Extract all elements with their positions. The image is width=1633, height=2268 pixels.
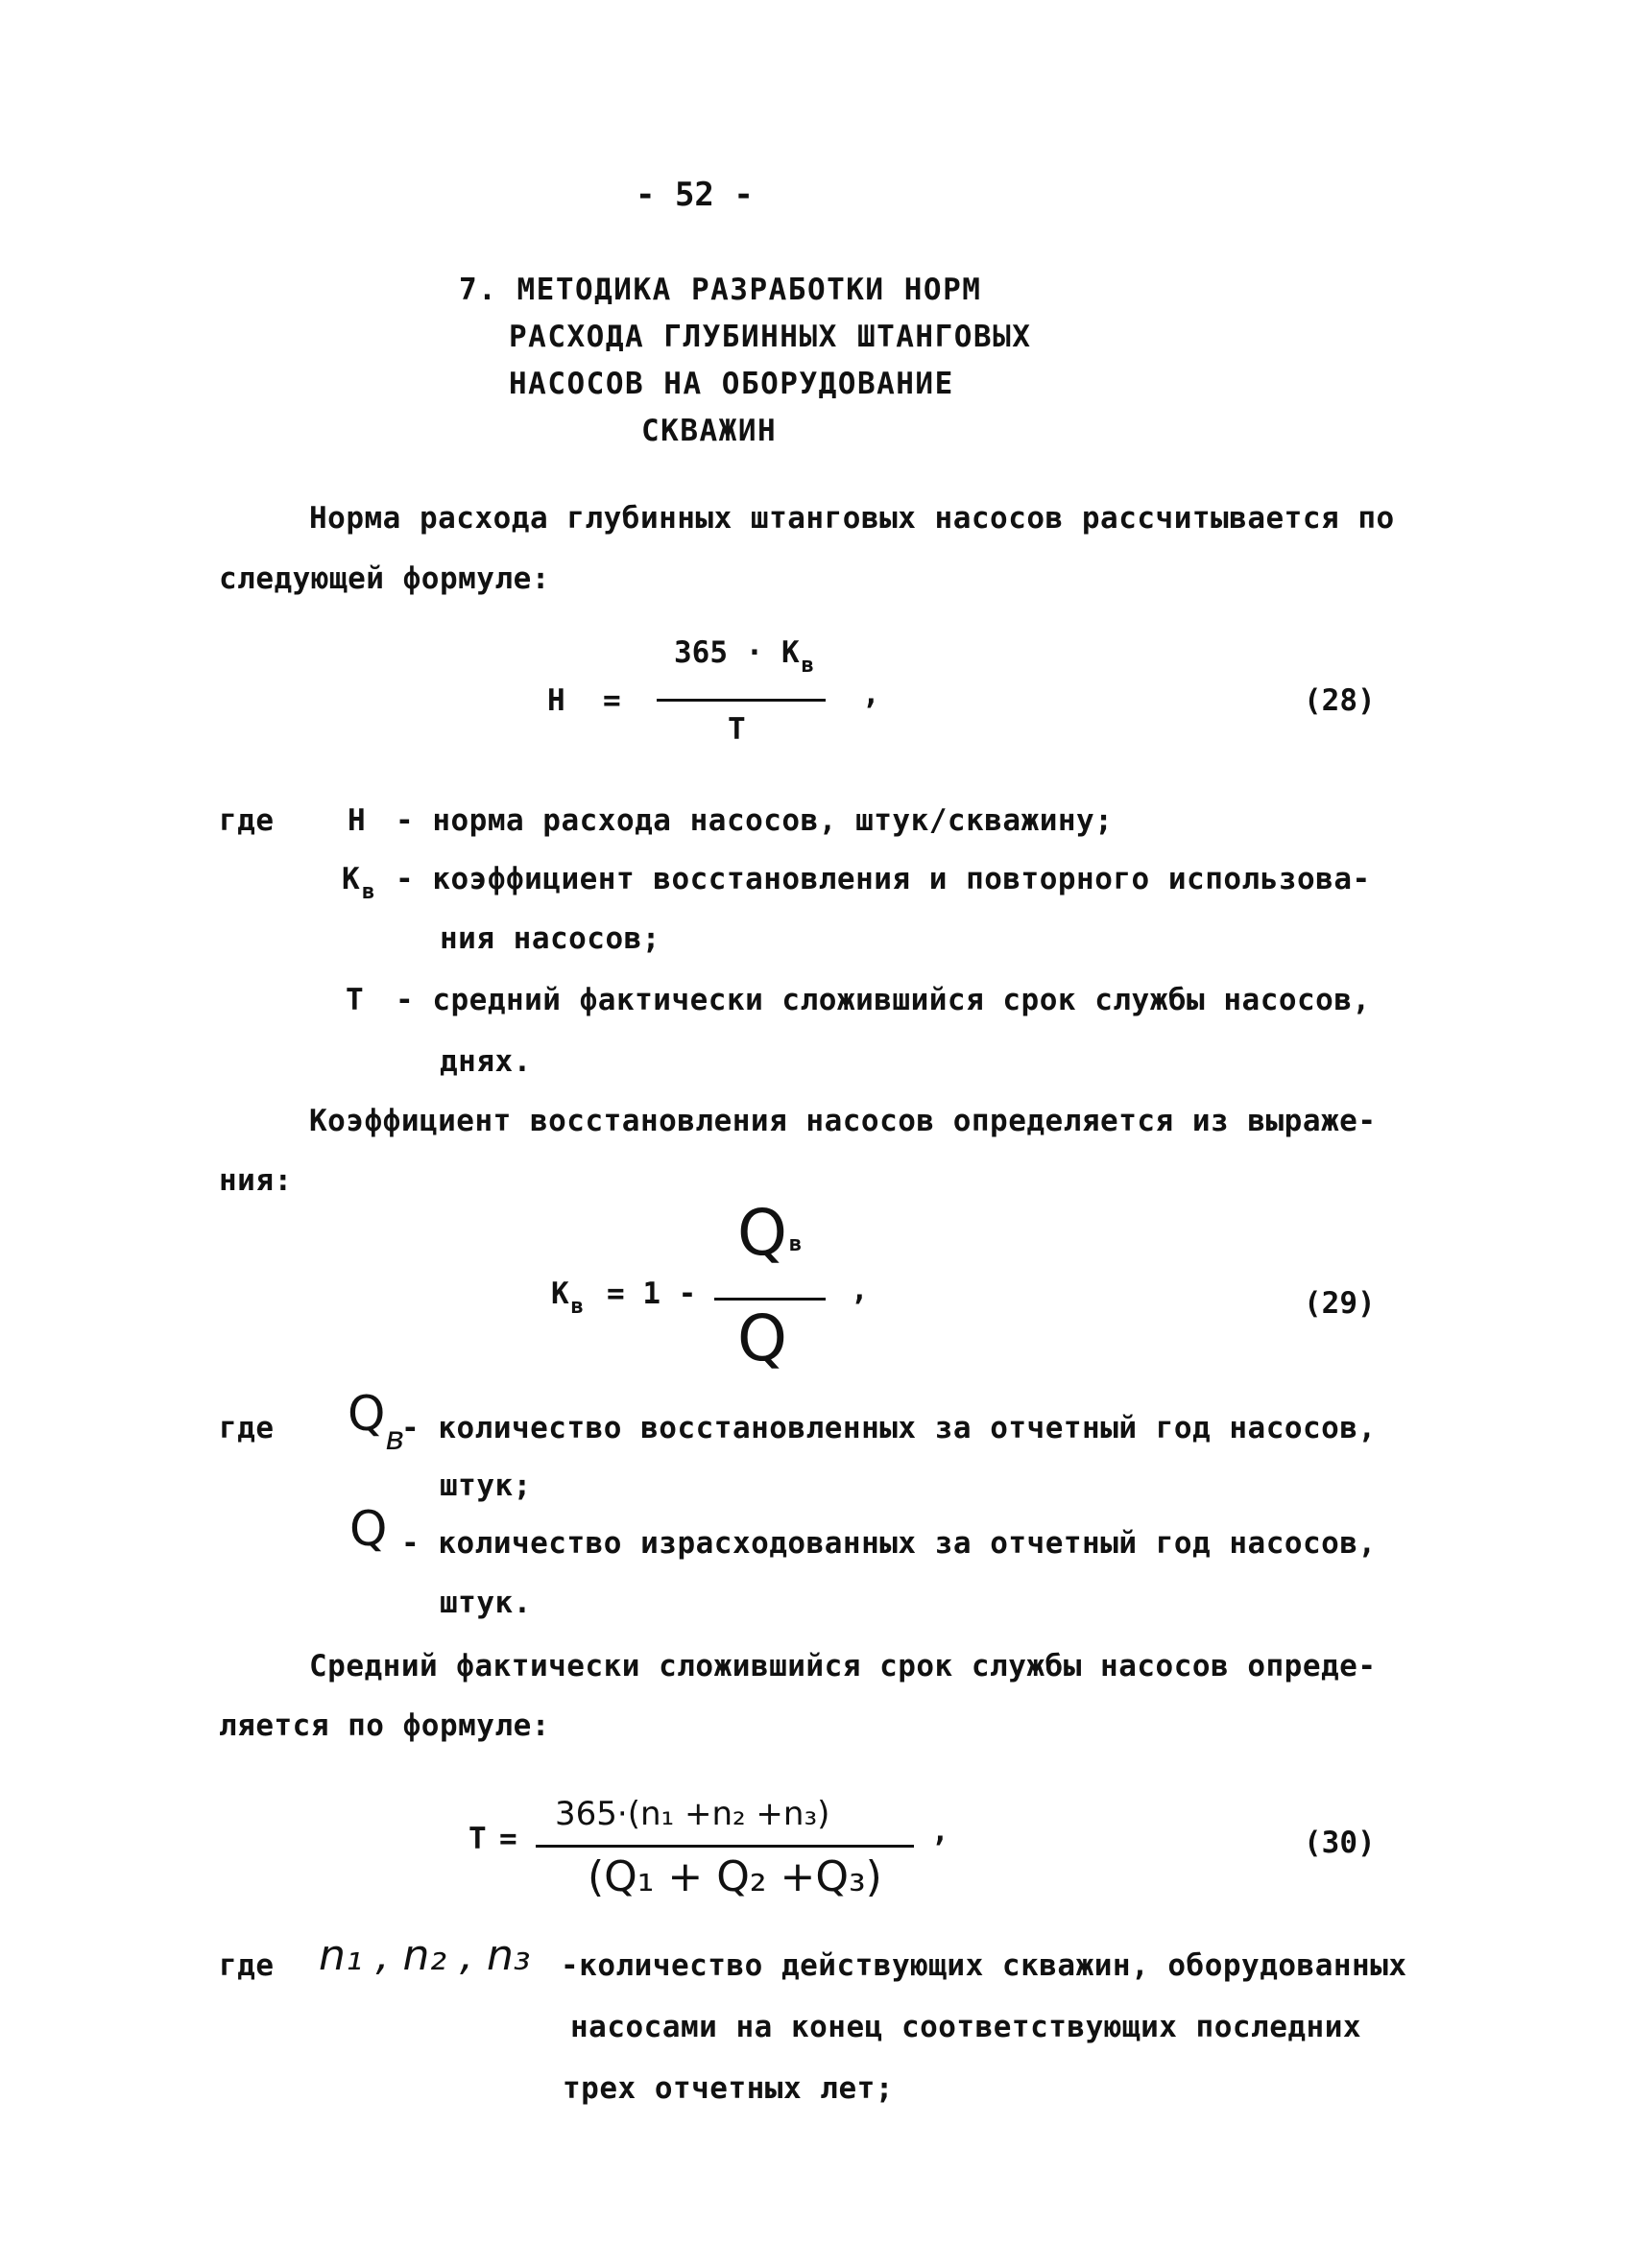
formula-29-denominator-q: Q <box>737 1301 787 1375</box>
para3-line-1: Средний фактически сложившийся срок службы насосов опреде- <box>309 1649 1377 1683</box>
legend-28-text-2: - коэффициент восстановления и повторного использова- <box>396 862 1371 896</box>
formula-30-fraction-bar <box>536 1845 914 1848</box>
formula-29-lhs-main: К <box>551 1277 569 1311</box>
formula-30-numerator: 365·(n₁ +n₂ +n₃) <box>555 1795 830 1833</box>
legend-29-sym-2-main: Q <box>349 1501 388 1557</box>
formula-30-denominator: (Q₁ + Q₂ +Q₃) <box>588 1852 882 1901</box>
legend-28-cont-2: ния насосов; <box>440 921 660 956</box>
heading-line-2: РАСХОДА ГЛУБИННЫХ ШТАНГОВЫХ <box>509 320 1032 354</box>
legend-29-cont-1: штук; <box>440 1468 532 1503</box>
legend-29-sym-1-main: Q <box>348 1386 386 1442</box>
legend-29-sym-1 <box>348 1386 405 1458</box>
legend-28-sym-1: Н <box>348 803 367 838</box>
formula-28-number: (28) <box>1304 683 1376 718</box>
formula-28-numerator-text: 365 · К <box>674 635 800 670</box>
formula-29-numerator-sub: в <box>788 1232 803 1256</box>
legend-28-sym-2-sub: в <box>362 880 375 904</box>
intro-line-1: Норма расхода глубинных штанговых насосов рассчитывается по <box>309 501 1395 536</box>
heading-line-4: СКВАЖИН <box>641 414 778 448</box>
legend-30-where: где <box>219 1948 275 1983</box>
formula-29-number: (29) <box>1304 1286 1376 1321</box>
heading-line-3: НАСОСОВ НА ОБОРУДОВАНИЕ <box>509 367 954 401</box>
legend-29-sym-1-sub: в <box>385 1420 405 1458</box>
formula-29-trail: , <box>851 1273 869 1307</box>
legend-29-sym-2 <box>349 1501 388 1557</box>
para2-line-2: ния: <box>219 1163 293 1198</box>
formula-30-eq: = <box>499 1822 517 1856</box>
heading-line-1: 7. МЕТОДИКА РАЗРАБОТКИ НОРМ <box>459 273 982 307</box>
legend-29-text-1: - количество восстановленных за отчетный год насосов, <box>401 1411 1377 1445</box>
legend-28-cont-3: днях. <box>440 1044 532 1079</box>
para3-line-2: ляется по формуле: <box>219 1708 550 1743</box>
legend-29-text-2: - количество израсходованных за отчетный год насосов, <box>401 1526 1377 1561</box>
formula-30-lhs: Т <box>468 1822 487 1856</box>
legend-28-sym-2 <box>342 862 375 904</box>
legend-30-line-1: -количество действующих скважин, оборудованных <box>561 1948 1407 1983</box>
formula-29-lhs <box>551 1277 584 1319</box>
legend-28-where: где <box>219 803 275 838</box>
formula-29-lhs-sub: в <box>570 1295 584 1319</box>
legend-28-text-1: - норма расхода насосов, штук/скважину; <box>396 803 1114 838</box>
legend-29-where: где <box>219 1411 275 1445</box>
formula-29-denominator <box>737 1301 787 1375</box>
formula-28-fraction-bar <box>657 699 826 702</box>
legend-29-cont-2: штук. <box>440 1586 532 1620</box>
formula-28-lhs: Н <box>547 683 565 718</box>
formula-29-numerator-q: Q <box>737 1196 787 1270</box>
legend-30-symbols: n₁ , n₂ , n₃ <box>319 1931 531 1980</box>
formula-28-trail: , <box>862 677 880 711</box>
formula-28-numerator-sub: в <box>801 654 814 678</box>
para2-line-1: Коэффициент восстановления насосов определяется из выраже- <box>309 1104 1377 1138</box>
formula-29-eq: = 1 - <box>607 1277 697 1311</box>
formula-28-equals: = <box>603 683 621 718</box>
intro-line-2: следующей формуле: <box>219 561 550 596</box>
legend-28-sym-2-main: К <box>342 862 361 896</box>
formula-28-numerator <box>674 635 814 678</box>
page-number: - 52 - <box>636 176 754 214</box>
formula-29-numerator <box>737 1196 803 1270</box>
legend-28-sym-3: Т <box>346 983 365 1017</box>
legend-30-line-2: насосами на конец соответствующих последних <box>570 2010 1362 2044</box>
formula-29-fraction-bar <box>714 1298 826 1301</box>
legend-28-text-3: - средний фактически сложившийся срок службы насосов, <box>396 983 1371 1017</box>
formula-30-number: (30) <box>1304 1826 1376 1860</box>
formula-28-denominator: Т <box>728 712 746 747</box>
formula-30-trail: , <box>931 1814 949 1849</box>
legend-30-line-3: трех отчетных лет; <box>563 2071 894 2106</box>
